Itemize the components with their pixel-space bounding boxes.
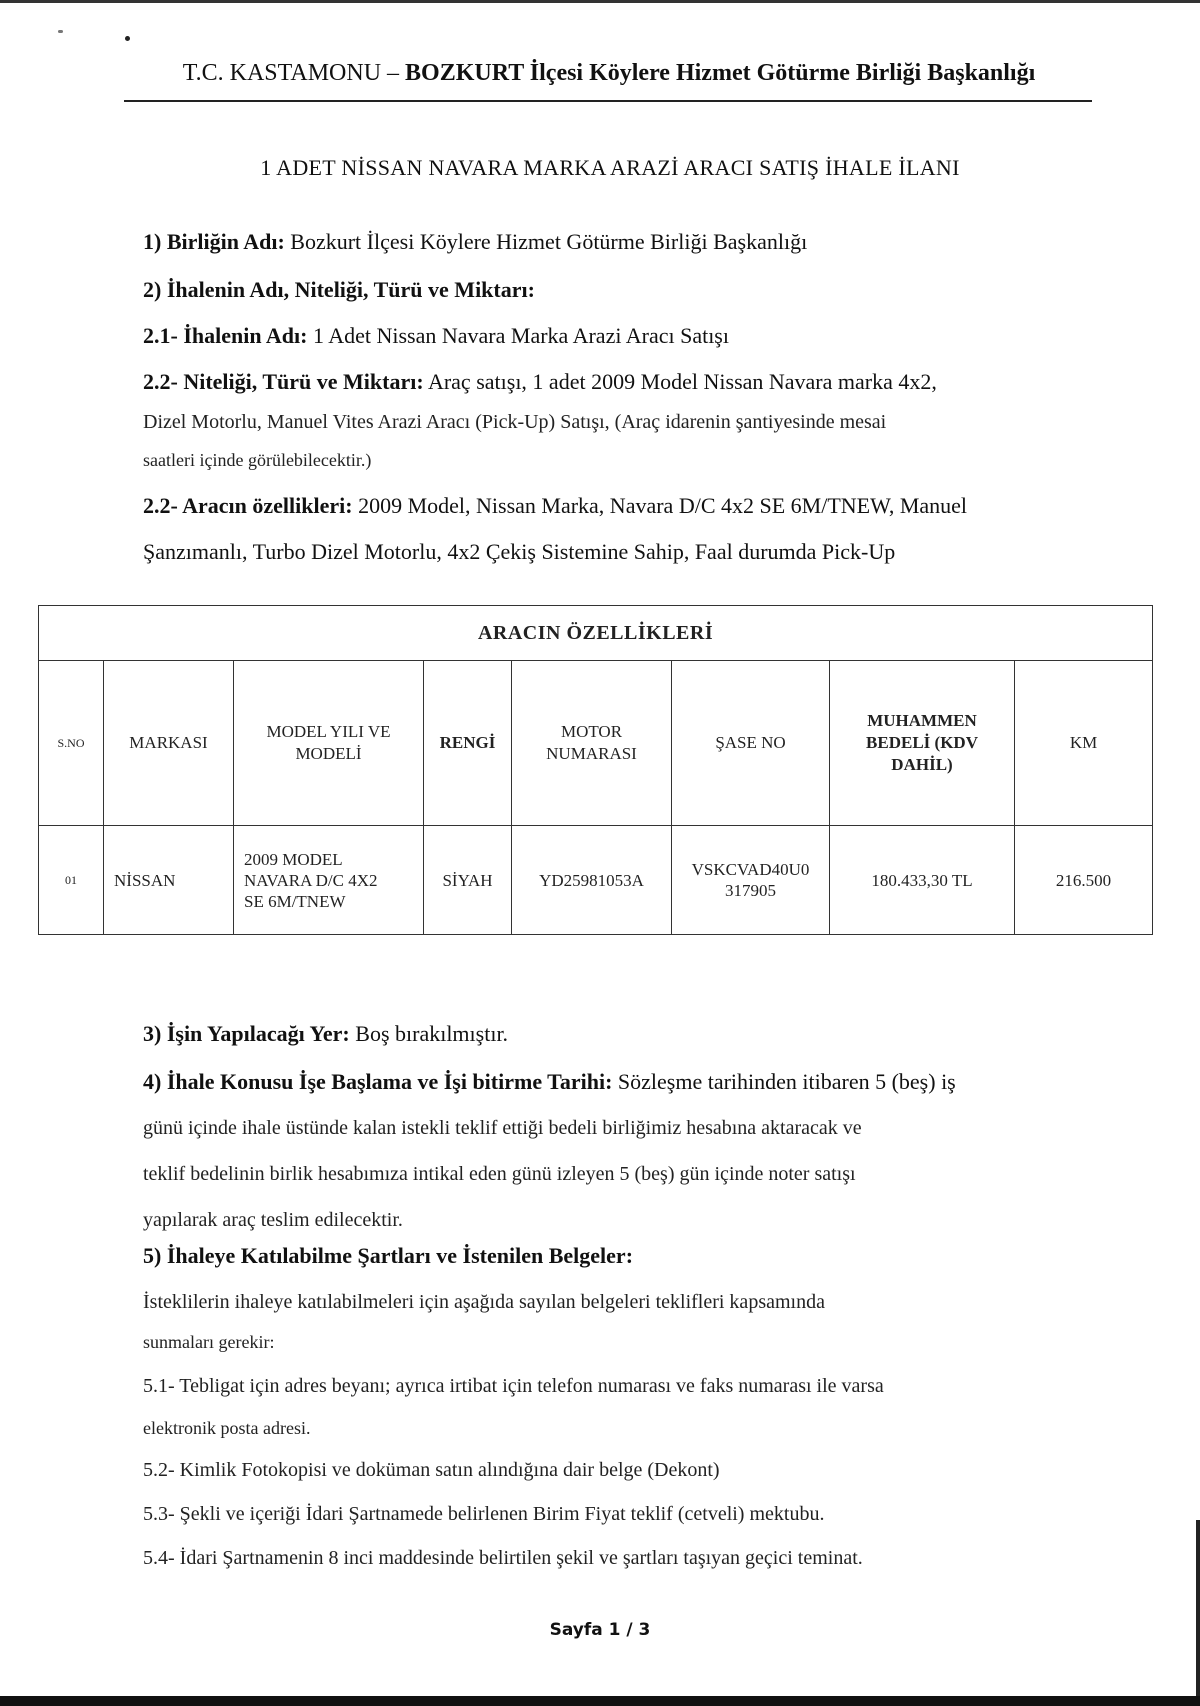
section-2-2-label: 2.2- Niteliği, Türü ve Miktarı: bbox=[143, 369, 424, 394]
scan-speck bbox=[58, 30, 63, 33]
cell-sase-line-2: 317905 bbox=[725, 881, 776, 900]
section-2-1-text: 1 Adet Nissan Navara Marka Arazi Aracı Satışı bbox=[307, 323, 729, 348]
section-4-line-4: yapılarak araç teslim edilecektir. bbox=[143, 1209, 403, 1231]
cell-model-line-2: NAVARA D/C 4X2 bbox=[244, 870, 378, 890]
scan-edge-right bbox=[1196, 1520, 1200, 1706]
section-2-2-line-2: Dizel Motorlu, Manuel Vites Arazi Aracı (Pick-Up) Satışı, (Araç idarenin şantiyesinde mesai bbox=[143, 411, 887, 433]
section-4-text-1: Sözleşme tarihinden itibaren 5 (beş) iş bbox=[612, 1069, 956, 1094]
section-3-label: 3) İşin Yapılacağı Yer: bbox=[143, 1021, 350, 1046]
header-muhammen: MUHAMMEN BEDELİ (KDV DAHİL) bbox=[830, 661, 1015, 826]
document-title: 1 ADET NİSSAN NAVARA MARKA ARAZİ ARACI SATIŞ İHALE İLANI bbox=[260, 155, 960, 180]
cell-sase bbox=[672, 826, 830, 935]
section-2-2b-line-2: Şanzımanlı, Turbo Dizel Motorlu, 4x2 Çekiş Sistemine Sahip, Faal durumda Pick-Up bbox=[143, 539, 896, 564]
header-underline bbox=[124, 100, 1092, 102]
header-sase: ŞASE NO bbox=[672, 661, 830, 826]
section-2-1-label: 2.1- İhalenin Adı: bbox=[143, 323, 308, 348]
header-motor: MOTOR NUMARASI bbox=[512, 661, 672, 826]
section-1-text: Bozkurt İlçesi Köylere Hizmet Götürme Birliği Başkanlığı bbox=[284, 229, 808, 254]
table-caption: ARACIN ÖZELLİKLERİ bbox=[39, 606, 1153, 661]
page-number: Sayfa 1 / 3 bbox=[549, 1620, 651, 1640]
section-2-1 bbox=[143, 322, 1063, 350]
header-prefix: T.C. KASTAMONU – bbox=[182, 60, 406, 86]
section-4-line-2: günü içinde ihale üstünde kalan istekli teklif ettiği bedeli birliğimiz hesabına aktaracak ve bbox=[143, 1117, 862, 1139]
cell-km: 216.500 bbox=[1015, 826, 1153, 935]
section-5-1-line-2: elektronik posta adresi. bbox=[143, 1418, 311, 1438]
section-2 bbox=[143, 276, 1063, 304]
cell-rengi: SİYAH bbox=[424, 826, 512, 935]
section-5-line-2: sunmaları gerekir: bbox=[143, 1332, 275, 1352]
section-2-2b-line-1 bbox=[143, 492, 1063, 520]
cell-model-line-3: SE 6M/TNEW bbox=[244, 891, 346, 911]
header-institution: BOZKURT İlçesi Köylere Hizmet Götürme Birliği Başkanlığı bbox=[405, 60, 1036, 86]
section-4-label: 4) İhale Konusu İşe Başlama ve İşi bitirme Tarihi: bbox=[143, 1069, 613, 1094]
section-2-2-line-3: saatleri içinde görülebilecektir.) bbox=[143, 450, 372, 470]
section-2-label: 2) İhalenin Adı, Niteliği, Türü ve Miktarı: bbox=[143, 277, 535, 302]
section-5-3: 5.3- Şekli ve içeriği İdari Şartnamede belirlenen Birim Fiyat teklif (cetveli) mektubu. bbox=[143, 1503, 825, 1525]
cell-sase-line-1: VSKCVAD40U0 bbox=[691, 860, 810, 879]
header-model: MODEL YILI VE MODELİ bbox=[234, 661, 424, 826]
section-5-line-1: İsteklilerin ihaleye katılabilmeleri için aşağıda sayılan belgeleri teklifleri kapsamında bbox=[143, 1291, 825, 1313]
section-2-2-line-1 bbox=[143, 368, 1063, 396]
cell-sno: 01 bbox=[39, 826, 104, 935]
section-2-2b-text-1: 2009 Model, Nissan Marka, Navara D/C 4x2 SE 6M/TNEW, Manuel bbox=[352, 493, 968, 518]
section-5-2: 5.2- Kimlik Fotokopisi ve doküman satın alındığına dair belge (Dekont) bbox=[143, 1459, 720, 1481]
header-km: KM bbox=[1015, 661, 1153, 826]
cell-model-line-1: 2009 MODEL bbox=[244, 849, 343, 869]
section-5-1-line-1: 5.1- Tebligat için adres beyanı; ayrıca irtibat için telefon numarası ve faks numarası ile varsa bbox=[143, 1375, 884, 1397]
header-sno: S.NO bbox=[39, 661, 104, 826]
document-header bbox=[128, 60, 1090, 87]
section-1 bbox=[143, 228, 1063, 256]
section-3-text: Boş bırakılmıştır. bbox=[349, 1021, 509, 1046]
section-5-4: 5.4- İdari Şartnamenin 8 inci maddesinde belirtilen şekil ve şartları taşıyan geçici teminat. bbox=[143, 1547, 863, 1569]
table-row bbox=[39, 826, 1153, 935]
cell-markasi: NİSSAN bbox=[104, 826, 234, 935]
section-5 bbox=[143, 1242, 1063, 1270]
section-2-2-text-1: Araç satışı, 1 adet 2009 Model Nissan Navara marka 4x2, bbox=[423, 369, 937, 394]
section-2-2b-label: 2.2- Aracın özellikleri: bbox=[143, 493, 353, 518]
cell-motor: YD25981053A bbox=[512, 826, 672, 935]
scan-dot bbox=[125, 36, 130, 41]
cell-muhammen: 180.433,30 TL bbox=[830, 826, 1015, 935]
section-5-label: 5) İhaleye Katılabilme Şartları ve İstenilen Belgeler: bbox=[143, 1243, 634, 1268]
cell-model bbox=[234, 826, 424, 935]
scan-edge-top bbox=[0, 0, 1200, 3]
section-4-line-1 bbox=[143, 1068, 1063, 1096]
section-1-label: 1) Birliğin Adı: bbox=[143, 229, 285, 254]
scan-edge-bottom bbox=[0, 1696, 1200, 1706]
section-3 bbox=[143, 1020, 1063, 1048]
header-rengi: RENGİ bbox=[424, 661, 512, 826]
section-4-line-3: teklif bedelinin birlik hesabımıza intikal eden günü izleyen 5 (beş) gün içinde noter satışı bbox=[143, 1163, 856, 1185]
header-markasi: MARKASI bbox=[104, 661, 234, 826]
vehicle-specs-table bbox=[38, 605, 1153, 935]
